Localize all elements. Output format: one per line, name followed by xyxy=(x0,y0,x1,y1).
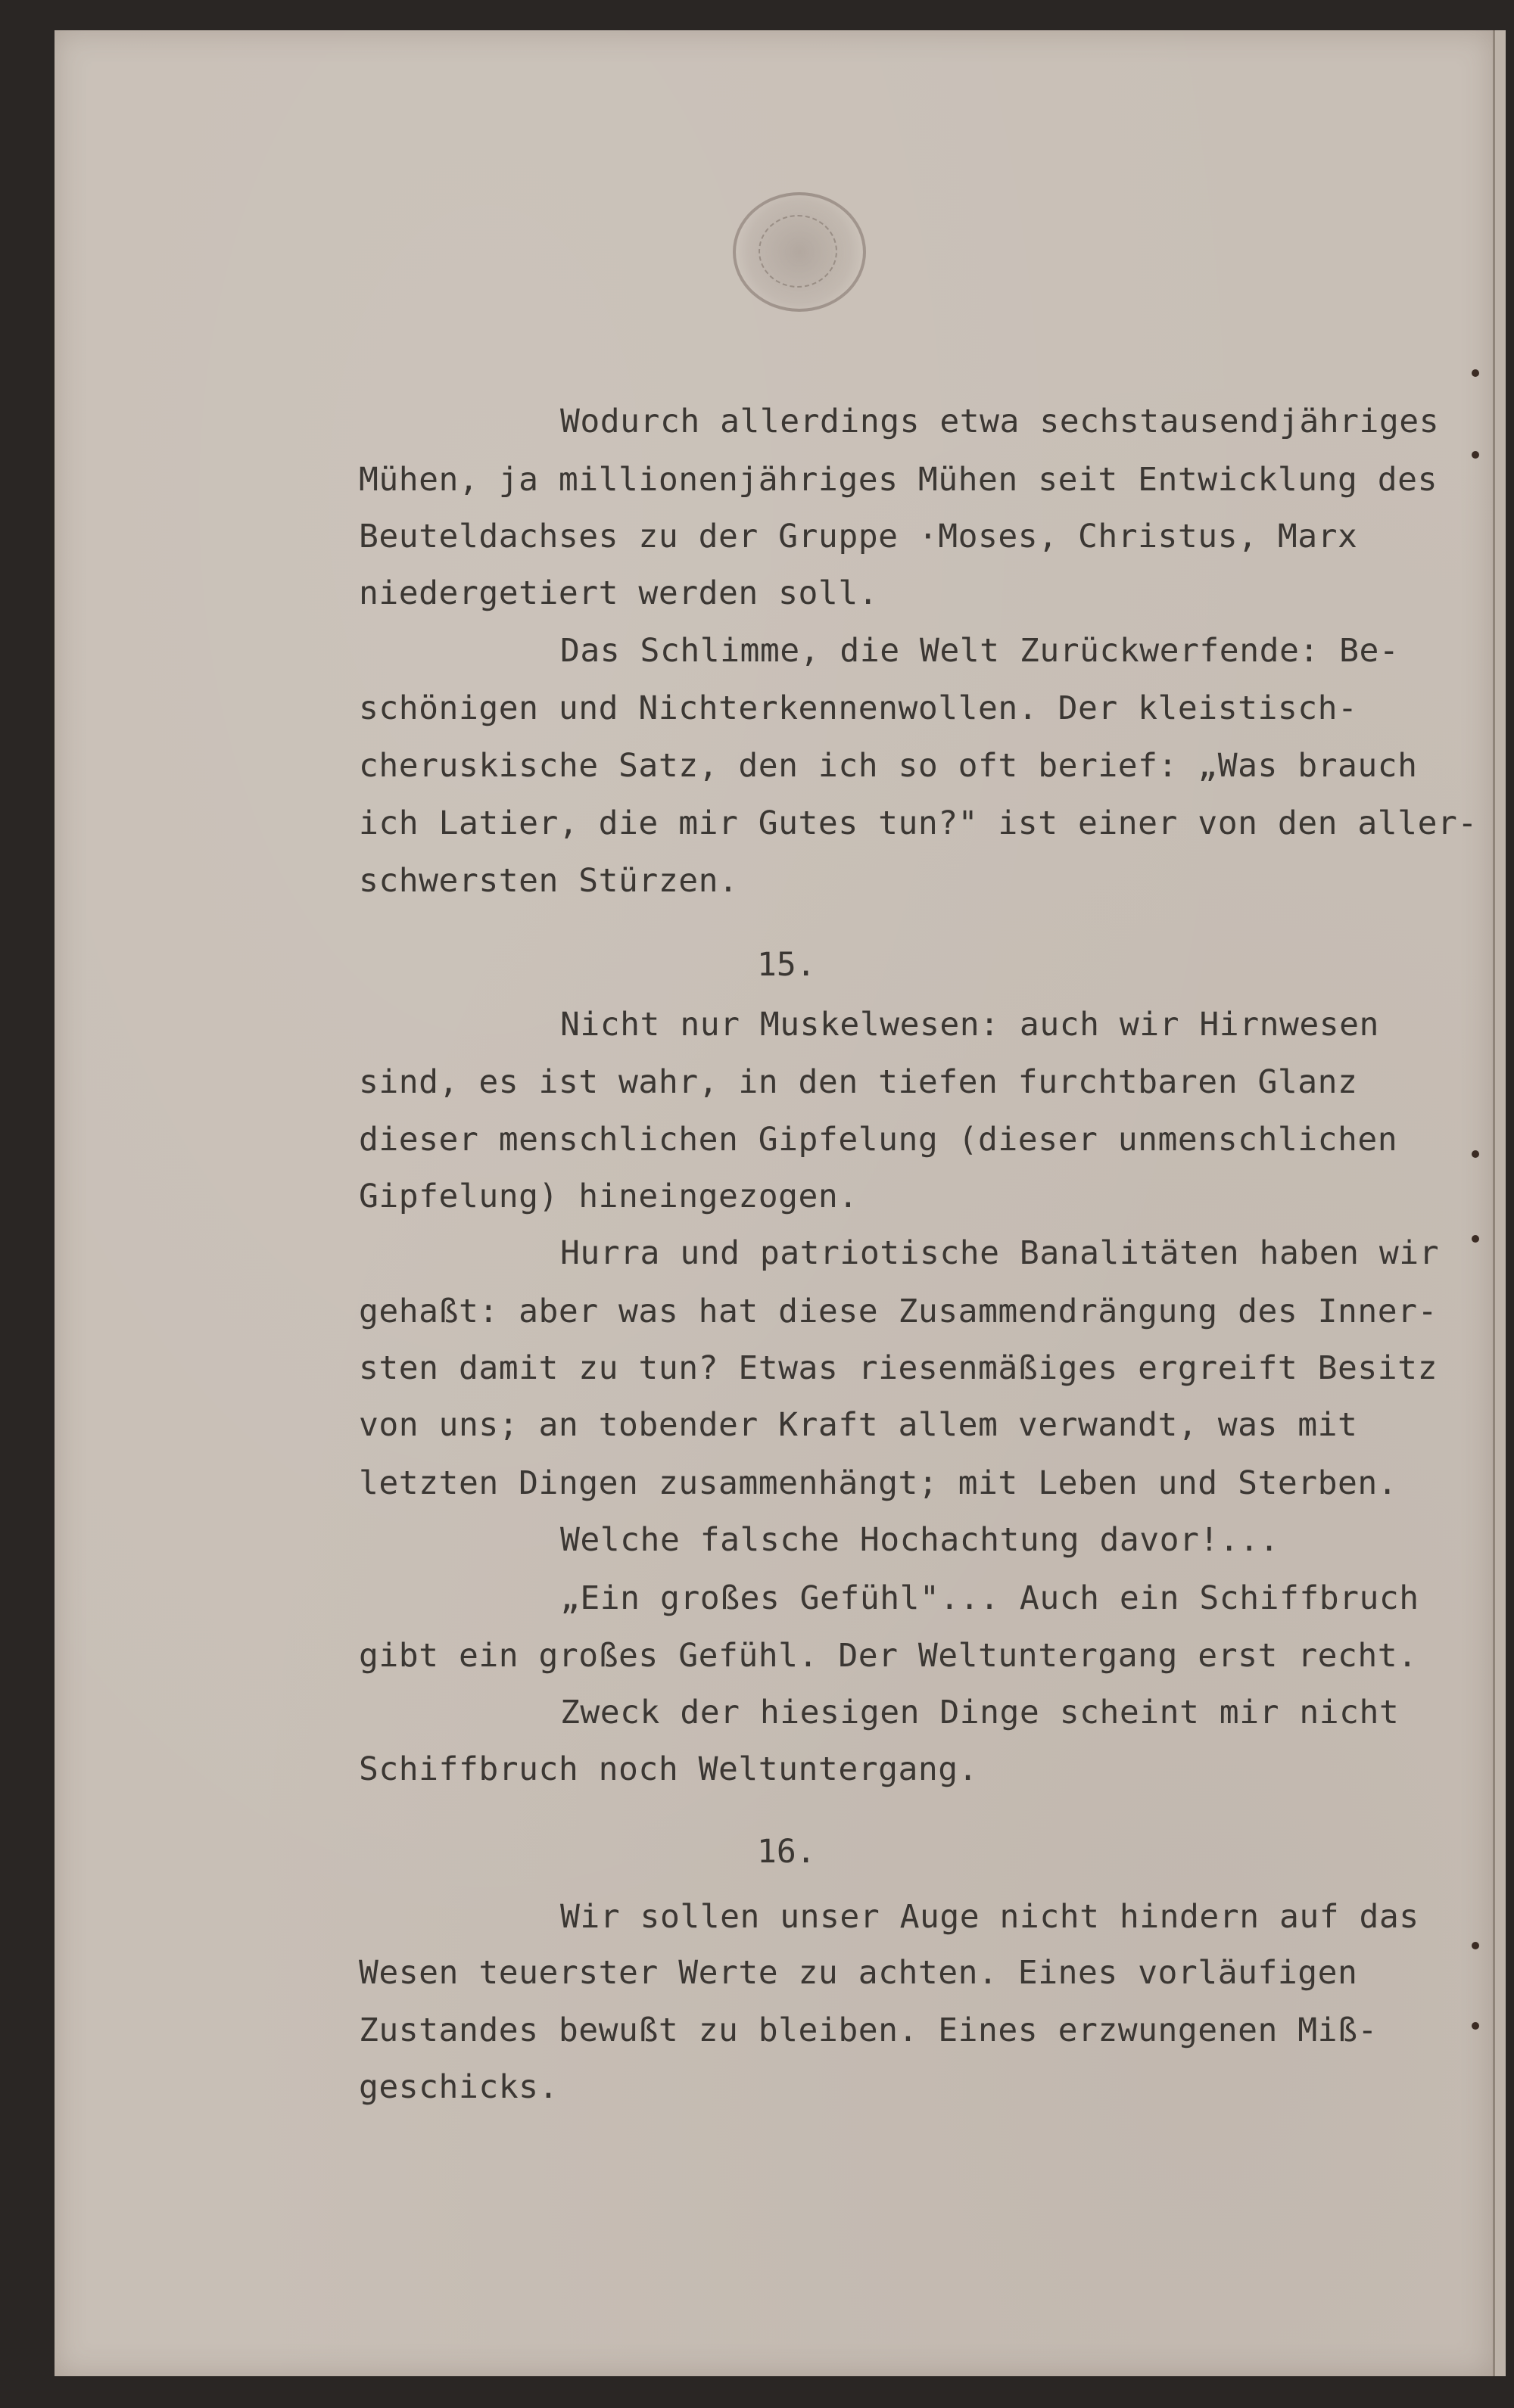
text-line: Wir sollen unser Auge nicht hindern auf das xyxy=(560,1898,1419,1936)
text-line: „Ein großes Gefühl"... Auch ein Schiffbruch xyxy=(560,1579,1419,1617)
text-line: letzten Dingen zusammenhängt; mit Leben und Sterben. xyxy=(359,1464,1398,1502)
adjacent-page-edge xyxy=(1493,30,1506,2376)
text-line: schönigen und Nichterkennenwollen. Der kleistisch- xyxy=(359,689,1358,727)
text-line: Gipfelung) hineingezogen. xyxy=(359,1178,858,1215)
margin-hole-icon xyxy=(1472,451,1479,459)
margin-hole-icon xyxy=(1472,369,1479,377)
text-line: sind, es ist wahr, in den tiefen furchtbaren Glanz xyxy=(359,1063,1358,1101)
text-line: Schiffbruch noch Weltuntergang. xyxy=(359,1750,979,1788)
text-line: Welche falsche Hochachtung davor!... xyxy=(560,1521,1279,1559)
text-line: sten damit zu tun? Etwas riesenmäßiges ergreift Besitz xyxy=(359,1349,1438,1387)
text-line: Zustandes bewußt zu bleiben. Eines erzwungenen Miß- xyxy=(359,2011,1378,2049)
text-line: dieser menschlichen Gipfelung (dieser unmenschlichen xyxy=(359,1121,1398,1159)
section-number: 15. xyxy=(757,946,816,984)
text-line: schwersten Stürzen. xyxy=(359,862,739,900)
text-line: Wesen teuerster Werte zu achten. Eines vorläufigen xyxy=(359,1954,1358,1992)
section-number: 16. xyxy=(757,1833,816,1871)
archive-stamp-icon xyxy=(733,192,866,312)
text-line: Mühen, ja millionenjähriges Mühen seit Entwicklung des xyxy=(359,461,1438,499)
text-line: Hurra und patriotische Banalitäten haben wir xyxy=(560,1234,1440,1272)
text-line: ich Latier, die mir Gutes tun?" ist einer von den aller- xyxy=(359,804,1478,842)
margin-hole-icon xyxy=(1472,1150,1479,1158)
text-line: Beuteldachses zu der Gruppe ·Moses, Christus, Marx xyxy=(359,518,1358,555)
text-line: niedergetiert werden soll. xyxy=(359,574,879,612)
text-line: geschicks. xyxy=(359,2068,559,2106)
text-line: Das Schlimme, die Welt Zurückwerfende: Be- xyxy=(560,632,1400,670)
text-line: von uns; an tobender Kraft allem verwandt, was mit xyxy=(359,1406,1358,1444)
text-line: Wodurch allerdings etwa sechstausendjähriges xyxy=(560,403,1440,440)
text-line: gehaßt: aber was hat diese Zusammendrängung des Inner- xyxy=(359,1293,1438,1330)
text-line: Zweck der hiesigen Dinge scheint mir nicht xyxy=(560,1694,1400,1731)
text-line: cheruskische Satz, den ich so oft berief: „Was brauch xyxy=(359,747,1418,785)
margin-hole-icon xyxy=(1472,1942,1479,1949)
text-line: Nicht nur Muskelwesen: auch wir Hirnwesen xyxy=(560,1006,1379,1044)
margin-hole-icon xyxy=(1472,1235,1479,1243)
text-line: gibt ein großes Gefühl. Der Weltuntergang erst recht. xyxy=(359,1637,1418,1675)
margin-hole-icon xyxy=(1472,2022,1479,2030)
